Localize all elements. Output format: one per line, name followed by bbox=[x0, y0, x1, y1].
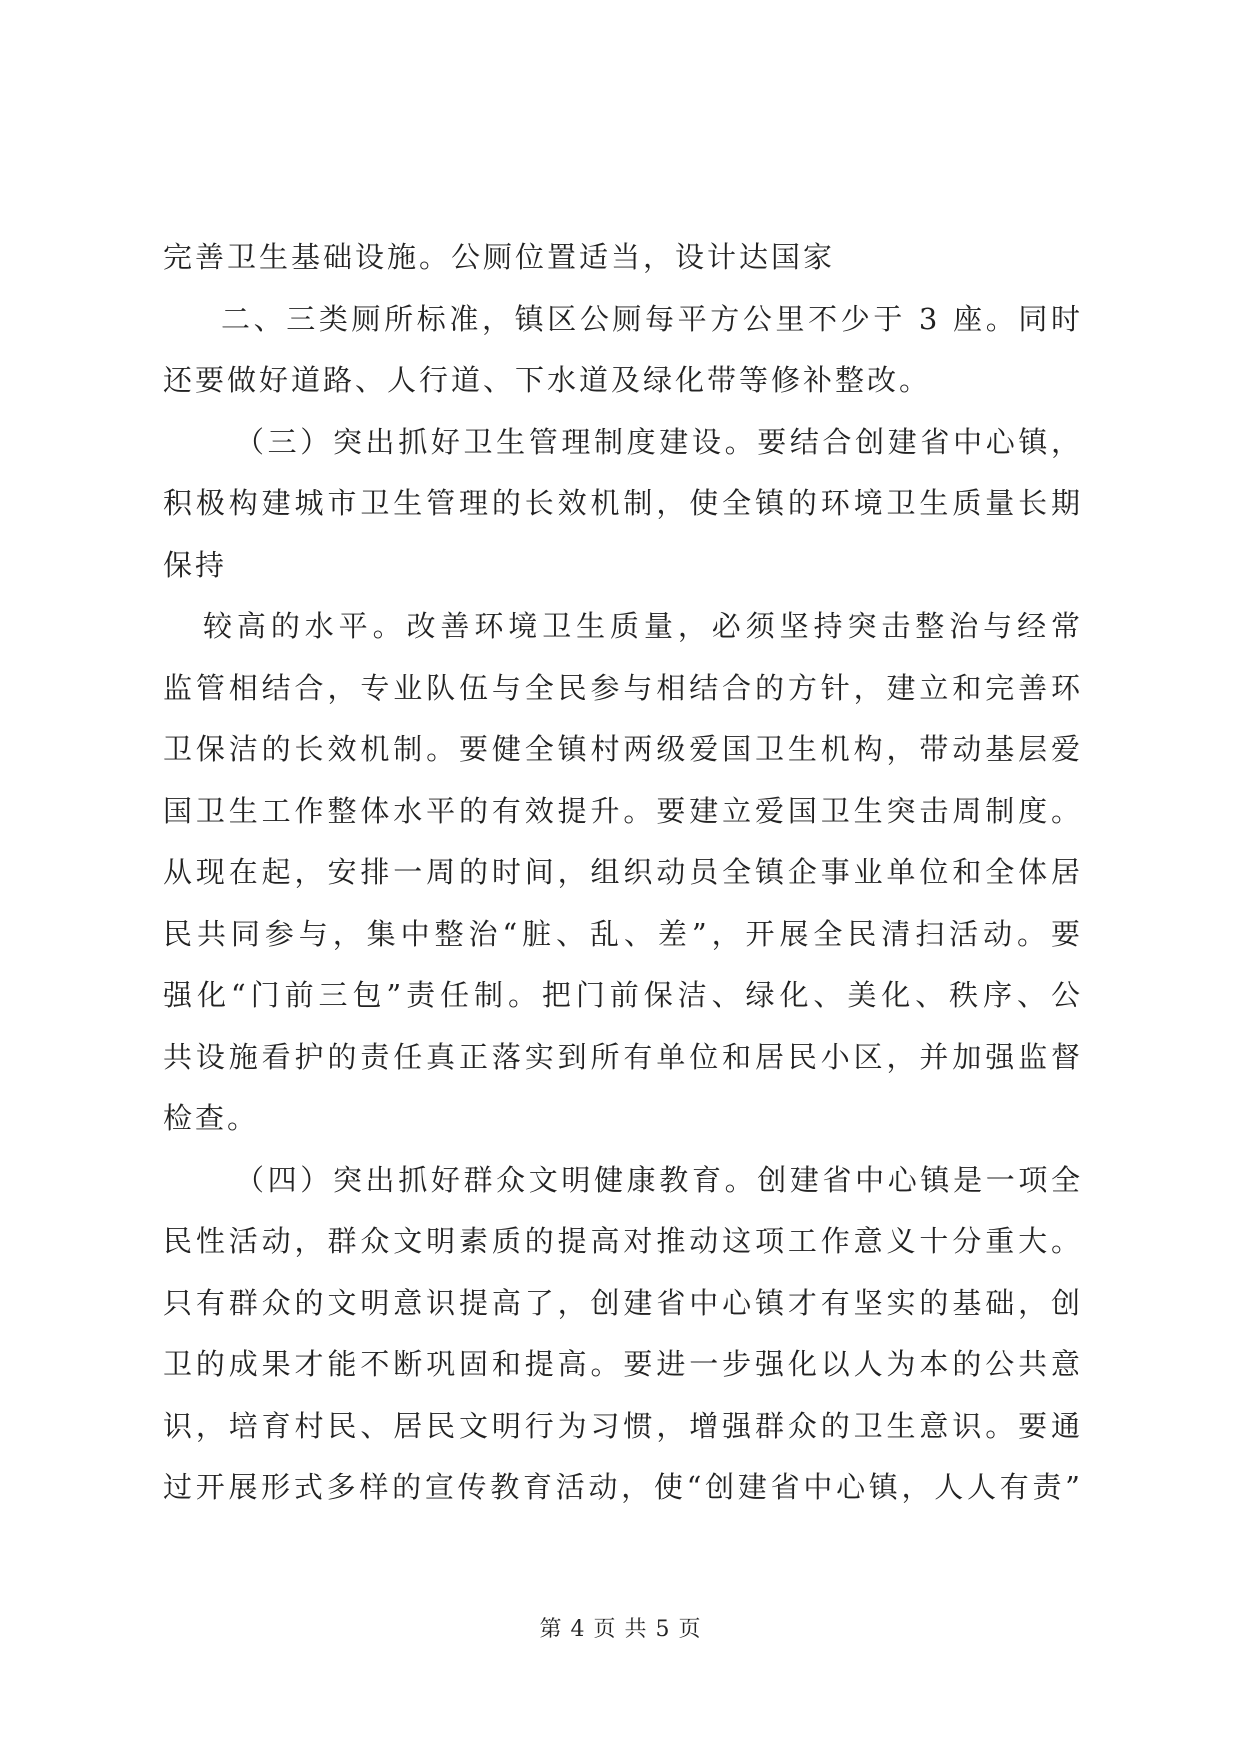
text-line: 保持 bbox=[163, 547, 228, 582]
text-line: 二、三类厕所标准，镇区公厕每平方公里不少于 3 座。同时 bbox=[221, 301, 1083, 336]
document-body bbox=[163, 227, 1083, 1519]
text-line: 监管相结合，专业队伍与全民参与相结合的方针，建立和完善环 bbox=[163, 670, 1083, 705]
text-line: 较高的水平。改善环境卫生质量，必须坚持突击整治与经常 bbox=[203, 609, 1083, 643]
text-line: 完善卫生基础设施。公厕位置适当，设计达国家 bbox=[163, 240, 836, 274]
page-number-footer: 第 4 页 共 5 页 bbox=[539, 1617, 702, 1642]
text-line: 强化“门前三包”责任制。把门前保洁、绿化、美化、秩序、公 bbox=[163, 978, 1083, 1012]
text-line: 国卫生工作整体水平的有效提升。要建立爱国卫生突击周制度。 bbox=[163, 793, 1083, 828]
text-line: 过开展形式多样的宣传教育活动，使“创建省中心镇，人人有责” bbox=[163, 1470, 1083, 1504]
text-line: 民性活动，群众文明素质的提高对推动这项工作意义十分重大。 bbox=[163, 1224, 1083, 1258]
text-line: 只有群众的文明意识提高了，创建省中心镇才有坚实的基础，创 bbox=[163, 1285, 1083, 1320]
text-line: 从现在起，安排一周的时间，组织动员全镇企事业单位和全体居 bbox=[163, 855, 1083, 889]
text-line: 卫的成果才能不断巩固和提高。要进一步强化以人为本的公共意 bbox=[163, 1347, 1083, 1381]
text-line: 检查。 bbox=[163, 1101, 260, 1135]
text-line: 共设施看护的责任真正落实到所有单位和居民小区，并加强监督 bbox=[163, 1039, 1083, 1074]
text-line: 积极构建城市卫生管理的长效机制，使全镇的环境卫生质量长期 bbox=[163, 486, 1083, 520]
text-line: 还要做好道路、人行道、下水道及绿化带等修补整改。 bbox=[163, 363, 932, 397]
text-line: 民共同参与，集中整治“脏、乱、差”，开展全民清扫活动。要 bbox=[163, 916, 1083, 951]
text-line: 识，培育村民、居民文明行为习惯，增强群众的卫生意识。要通 bbox=[163, 1408, 1083, 1443]
text-line: （四）突出抓好群众文明健康教育。创建省中心镇是一项全 bbox=[235, 1162, 1083, 1197]
text-line: （三）突出抓好卫生管理制度建设。要结合创建省中心镇， bbox=[235, 424, 1083, 459]
text-line: 卫保洁的长效机制。要健全镇村两级爱国卫生机构，带动基层爱 bbox=[163, 732, 1083, 766]
